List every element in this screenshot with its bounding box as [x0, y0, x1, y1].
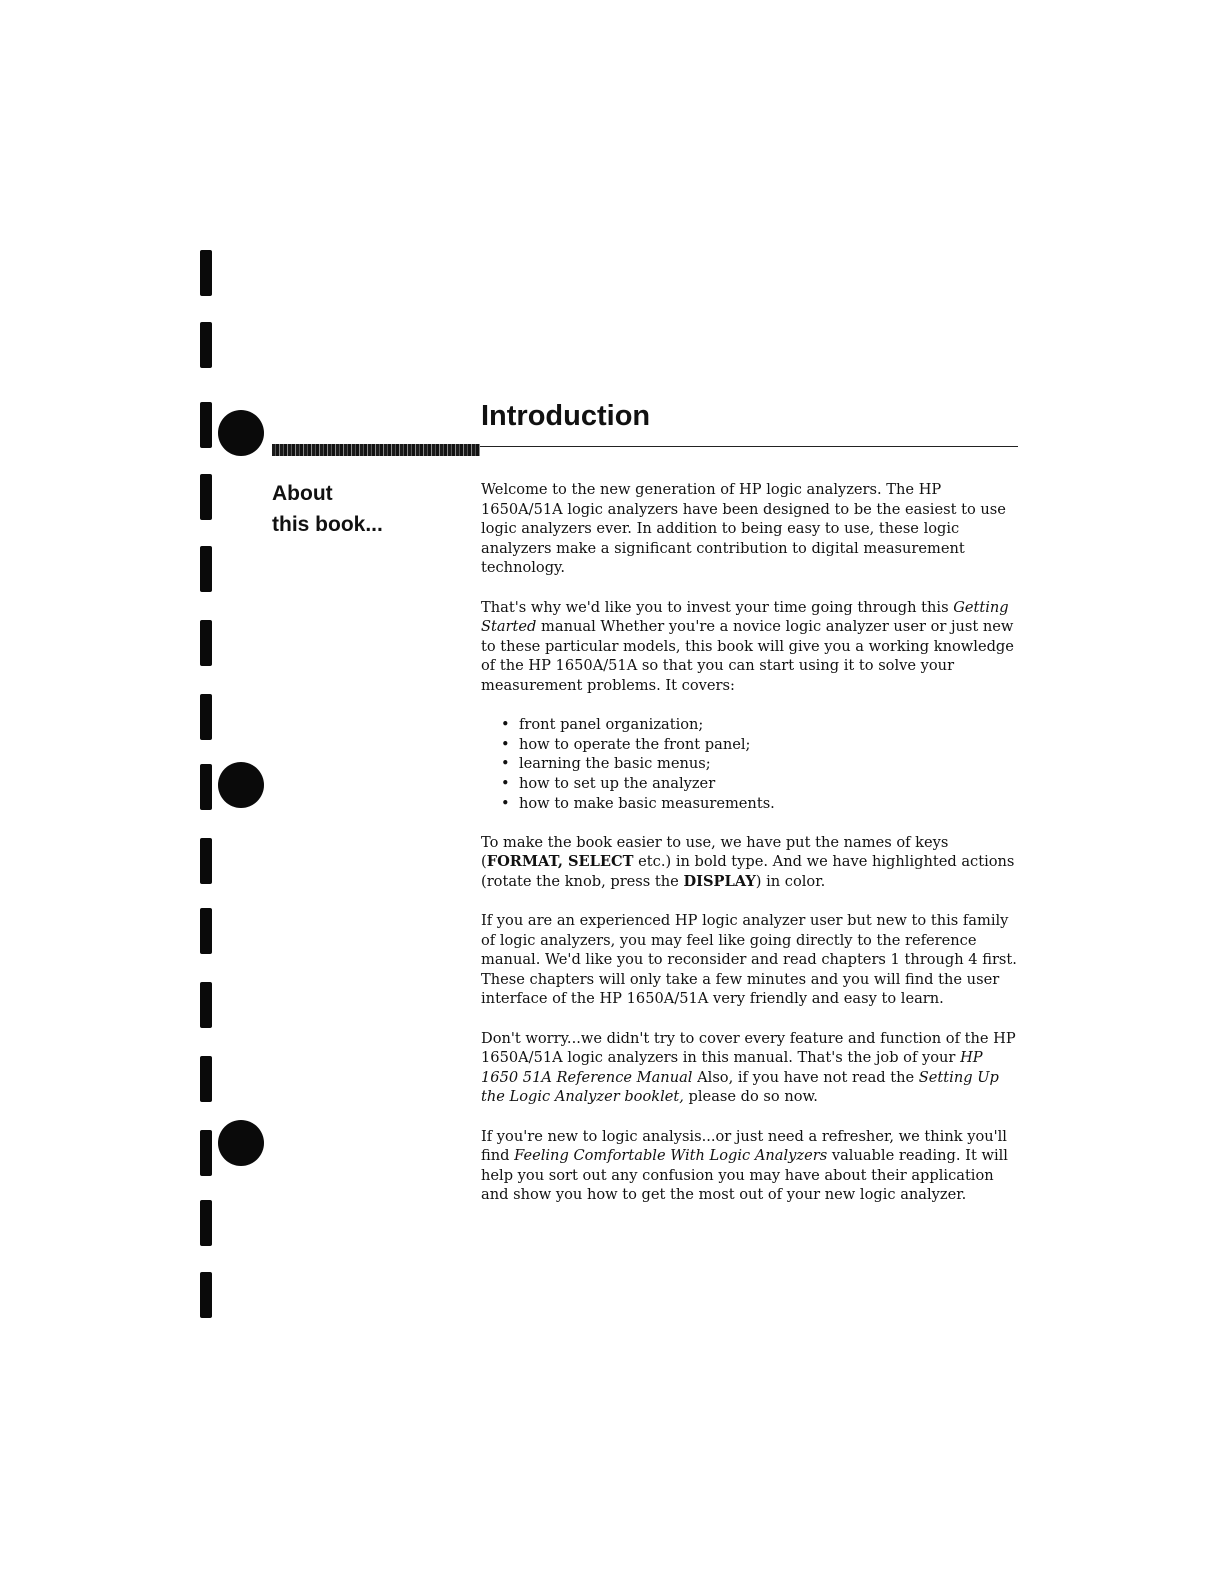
- page-title: Introduction: [481, 400, 651, 432]
- binder-mark: [200, 1200, 212, 1246]
- text-span: Don't worry...we didn't try to cover every feature and function of the HP 1650A/51A logic analyzers in this manual. That's the job of your: [481, 1029, 1016, 1067]
- binder-hole: [218, 1120, 264, 1166]
- list-item: • how to make basic measurements.: [519, 794, 1021, 814]
- side-heading-line1: About: [272, 482, 333, 505]
- paragraph-invest: [481, 598, 1021, 696]
- text-span: etc.) in bold type. And we have highlighted actions (rotate the knob, press the: [481, 853, 1015, 890]
- binder-mark: [200, 838, 212, 884]
- binder-hole: [218, 762, 264, 808]
- paragraph-experienced: If you are an experienced HP logic analyzer user but new to this family of logic analyzers, you may feel like going directly to the reference manual. We'd like you to reconsider and read chapters 1 through 4 first. These chapters will only take a few minutes and you will find the user interface of the HP 1650A/51A very friendly and easy to learn.: [481, 912, 1017, 1008]
- binder-mark: [200, 322, 212, 368]
- booklet-title: Feeling Comfortable With Logic Analyzers: [514, 1147, 828, 1165]
- text-span: please do so now.: [683, 1088, 818, 1106]
- text-span: Also, if you have not read the: [692, 1068, 919, 1086]
- list-item: • how to set up the analyzer: [519, 774, 1021, 794]
- setup-booklet-title: Setting Up the Logic Analyzer booklet,: [481, 1068, 999, 1106]
- paragraph-conventions: [481, 833, 1021, 892]
- text-span: If you're new to logic analysis...or just need a refresher, we think you'll find: [481, 1127, 1007, 1165]
- paragraph-welcome: Welcome to the new generation of HP logic analyzers. The HP 1650A/51A logic analyzers have been designed to be the easiest to use logic analyzers ever. In addition to being easy to use, these logic analyzers make a significant contribution to digital measurement technology.: [481, 481, 1006, 577]
- text-span: To make the book easier to use, we have put the names of keys (: [481, 833, 949, 871]
- binder-mark: [200, 908, 212, 954]
- key-names: FORMAT, SELECT: [486, 853, 634, 871]
- binder-mark: [200, 1130, 212, 1176]
- text-span: That's why we'd like you to invest your time going through this: [481, 598, 954, 616]
- list-item: • learning the basic menus;: [519, 754, 1021, 774]
- paragraph-dont-worry: [481, 1029, 1021, 1107]
- manual-title: Getting Started: [481, 598, 1009, 636]
- key-display: DISPLAY: [683, 872, 756, 890]
- binder-mark: [200, 1272, 212, 1318]
- list-item: • front panel organization;: [519, 715, 1021, 735]
- section-rule-thick: [272, 444, 480, 456]
- paragraph-new-to-logic: [481, 1127, 1021, 1205]
- body-text: [481, 480, 1021, 1225]
- binder-mark: [200, 764, 212, 810]
- binder-mark: [200, 250, 212, 296]
- side-heading-line2: this book...: [272, 513, 383, 536]
- binder-mark: [200, 620, 212, 666]
- binder-mark: [200, 1056, 212, 1102]
- binder-mark: [200, 474, 212, 520]
- covers-list: [481, 715, 1021, 813]
- reference-manual-title: HP 1650 51A Reference Manual: [481, 1049, 983, 1086]
- text-span: ) in color.: [755, 872, 826, 890]
- section-rule: [480, 446, 1018, 447]
- side-heading: [272, 478, 452, 540]
- binder-mark: [200, 982, 212, 1028]
- binder-mark: [200, 694, 212, 740]
- binder-mark: [200, 402, 212, 448]
- text-span: valuable reading. It will help you sort out any confusion you may have about their application and show you how to get the most out of your new logic analyzer.: [481, 1147, 1008, 1204]
- binder-hole: [218, 410, 264, 456]
- text-span: manual Whether you're a novice logic analyzer user or just new to these particular models, this book will give you a working knowledge of the HP 1650A/51A so that you can start using it to solve your measurement problems. It covers:: [481, 618, 1014, 694]
- list-item: • how to operate the front panel;: [519, 735, 1021, 755]
- binder-mark: [200, 546, 212, 592]
